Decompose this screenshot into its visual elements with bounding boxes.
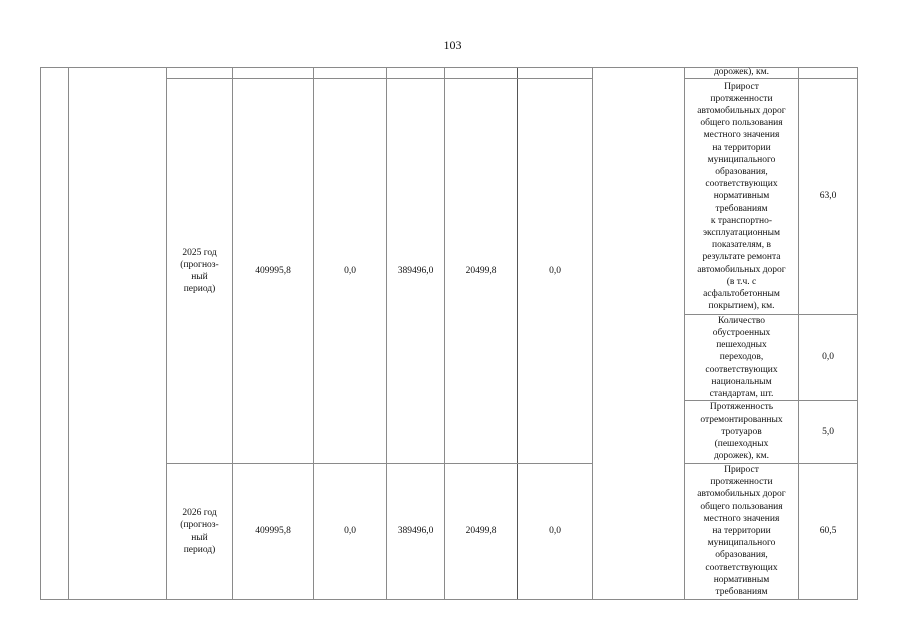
- federal-value: 0,0: [344, 526, 356, 537]
- indicator-cell: [685, 315, 798, 400]
- indicator-value-cell: [799, 79, 857, 314]
- table-border-right: [857, 67, 858, 600]
- column-divider: [592, 67, 593, 600]
- municipal-value: 20499,8: [465, 526, 497, 537]
- table-border-bottom: [40, 599, 858, 600]
- municipal-cell: [445, 464, 517, 599]
- federal-cell: [314, 79, 386, 463]
- year-cell: [167, 464, 232, 599]
- indicator-value-cell: [799, 464, 857, 599]
- total-value: 409995,8: [255, 265, 291, 276]
- indicator-text: Прирост протяженности автомобильных дорог общего пользования местного значения на территории муниципального образования, соответствующих нормативным требованиям к транспортно- эксплуатационным показателям, в результате ремонта автомобильных дорог (в т.ч. с асфальтобетонным покрытием), км.: [697, 81, 786, 312]
- other-cell: [518, 464, 592, 599]
- regional-cell: [387, 464, 444, 599]
- indicator-value-cell: [799, 401, 857, 463]
- indicator-value: 5,0: [822, 426, 834, 437]
- column-divider: [68, 67, 69, 600]
- year-label: 2026 год (прогноз- ный период): [180, 508, 219, 555]
- year-label: 2025 год (прогноз- ный период): [180, 247, 219, 295]
- municipal-cell: [445, 79, 517, 463]
- indicator-text: Прирост протяженности автомобильных дорог общего пользования местного значения на территории муниципального образования, соответствующих нормативным требованиям: [697, 465, 786, 598]
- regional-value: 389496,0: [397, 265, 434, 276]
- indicator-cell: [685, 79, 798, 314]
- other-value: 0,0: [549, 265, 561, 276]
- indicator-value: 60,5: [819, 526, 837, 537]
- municipal-value: 20499,8: [465, 265, 497, 276]
- total-cell: [233, 79, 313, 463]
- regional-cell: [387, 79, 444, 463]
- federal-value: 0,0: [344, 265, 356, 276]
- year-cell: [167, 79, 232, 463]
- indicator-cell: [685, 464, 798, 599]
- indicator-text: Количество обустроенных пешеходных переходов, соответствующих национальным стандартам, шт.: [705, 315, 778, 400]
- indicator-text: Протяженность отремонтированных тротуаров (пешеходных дорожек), км.: [700, 402, 783, 462]
- page-number: 103: [443, 38, 462, 52]
- total-cell: [233, 464, 313, 599]
- indicator-cell: [685, 66, 798, 79]
- table-border-left: [40, 67, 41, 600]
- indicator-text: дорожек), км.: [713, 67, 770, 77]
- other-value: 0,0: [549, 526, 561, 537]
- indicator-value: 0,0: [822, 352, 834, 363]
- indicator-value: 63,0: [819, 191, 837, 202]
- indicator-cell: [685, 401, 798, 463]
- other-cell: [518, 79, 592, 463]
- total-value: 409995,8: [255, 526, 291, 537]
- indicator-value-cell: [799, 315, 857, 400]
- federal-cell: [314, 464, 386, 599]
- regional-value: 389496,0: [397, 526, 434, 537]
